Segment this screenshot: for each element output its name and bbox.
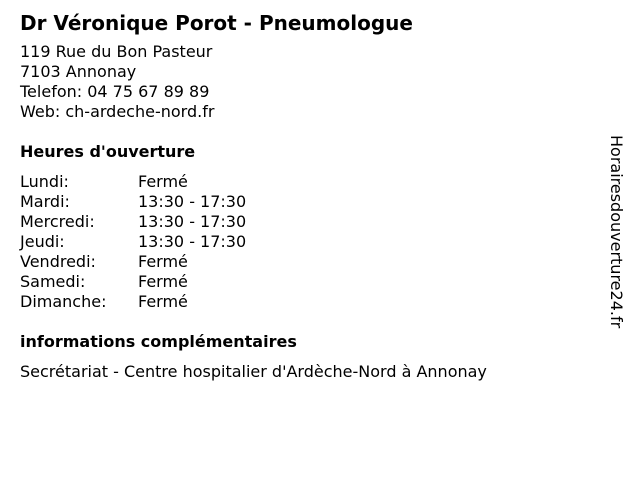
address-block bbox=[20, 42, 590, 122]
hours-row-tuesday bbox=[20, 192, 590, 212]
phone-number: Telefon: 04 75 67 89 89 bbox=[20, 82, 210, 101]
time-value: Fermé bbox=[138, 272, 188, 291]
city-address: 7103 Annonay bbox=[20, 62, 137, 81]
hours-row-wednesday bbox=[20, 212, 590, 232]
info-text: Secrétariat - Centre hospitalier d'Ardèche-Nord à Annonay bbox=[20, 362, 487, 381]
hours-row-thursday bbox=[20, 232, 590, 252]
time-value: Fermé bbox=[138, 252, 188, 271]
website: Web: ch-ardeche-nord.fr bbox=[20, 102, 215, 121]
day-label: Jeudi: bbox=[20, 232, 65, 251]
day-label: Mercredi: bbox=[20, 212, 95, 231]
hours-row-sunday bbox=[20, 292, 590, 312]
site-watermark: Horairesdouverture24.fr bbox=[607, 135, 626, 329]
day-label: Vendredi: bbox=[20, 252, 96, 271]
hours-table bbox=[20, 172, 590, 312]
day-label: Samedi: bbox=[20, 272, 86, 291]
street-address: 119 Rue du Bon Pasteur bbox=[20, 42, 213, 61]
hours-heading: Heures d'ouverture bbox=[20, 142, 196, 161]
hours-row-monday bbox=[20, 172, 590, 192]
day-label: Lundi: bbox=[20, 172, 69, 191]
time-value: 13:30 - 17:30 bbox=[138, 212, 247, 231]
time-value: 13:30 - 17:30 bbox=[138, 192, 247, 211]
listing-card bbox=[20, 10, 590, 382]
info-heading: informations complémentaires bbox=[20, 332, 297, 351]
hours-row-friday bbox=[20, 252, 590, 272]
hours-row-saturday bbox=[20, 272, 590, 292]
time-value: Fermé bbox=[138, 292, 188, 311]
time-value: 13:30 - 17:30 bbox=[138, 232, 247, 251]
page-title: Dr Véronique Porot - Pneumologue bbox=[20, 11, 413, 35]
day-label: Mardi: bbox=[20, 192, 70, 211]
day-label: Dimanche: bbox=[20, 292, 107, 311]
time-value: Fermé bbox=[138, 172, 188, 191]
